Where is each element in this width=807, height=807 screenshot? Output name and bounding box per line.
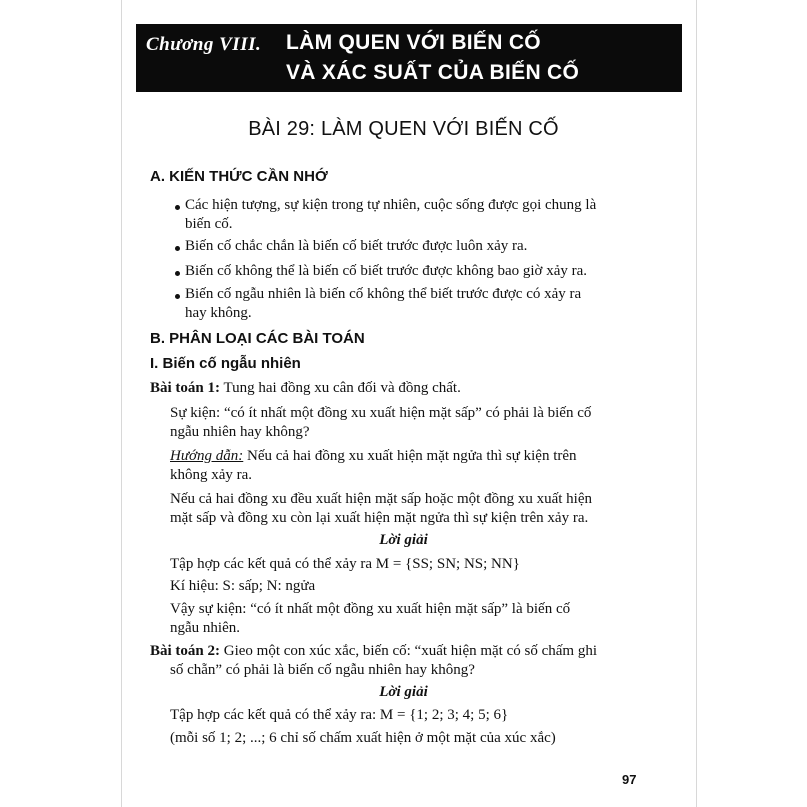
bullet-4-line2: hay không.	[185, 305, 252, 321]
problem-1-paragraph-line1: Nếu cả hai đồng xu đều xuất hiện mặt sấp hoặc một đồng xu xuất hiện	[170, 491, 592, 507]
problem-1-paragraph-line2: mặt sấp và đồng xu còn lại xuất hiện mặt ngửa thì sự kiện trên xảy ra.	[170, 510, 589, 526]
hint-label: Hướng dẫn:	[170, 448, 244, 464]
page-number: 97	[622, 772, 637, 787]
section-a-heading: A. KIẾN THỨC CẦN NHỚ	[150, 168, 328, 185]
solution-2-line2: (mỗi số 1; 2; ...; 6 chỉ số chấm xuất hiện ở một mặt của xúc xắc)	[170, 730, 556, 746]
chapter-label: Chương VIII.	[146, 34, 262, 55]
bullet-1-line1: Các hiện tượng, sự kiện trong tự nhiên, cuộc sống được gọi chung là	[185, 197, 597, 213]
problem-1-question-line2: ngẫu nhiên hay không?	[170, 424, 310, 440]
problem-1-question-line1: Sự kiện: “có ít nhất một đồng xu xuất hiện mặt sấp” có phải là biến cố	[170, 405, 592, 421]
solution-2-heading: Lời giải	[379, 684, 428, 700]
solution-1-line3: Vậy sự kiện: “có ít nhất một đồng xu xuất hiện mặt sấp” là biến cố	[170, 601, 571, 617]
bullet-1-line2: biến cố.	[185, 216, 233, 232]
solution-1-line2: Kí hiệu: S: sấp; N: ngửa	[170, 578, 316, 594]
problem-1-text: Tung hai đồng xu cân đối và đồng chất.	[223, 380, 461, 396]
bullet-icon	[175, 205, 180, 210]
section-b-heading: B. PHÂN LOẠI CÁC BÀI TOÁN	[150, 330, 365, 347]
problem-1-label: Bài toán 1:	[150, 380, 221, 396]
hint-line1: Nếu cả hai đồng xu xuất hiện mặt ngửa thì sự kiện trên	[247, 448, 577, 464]
problem-2-text-line2: số chẵn” có phải là biến cố ngẫu nhiên hay không?	[170, 662, 475, 678]
solution-1-heading: Lời giải	[379, 532, 428, 548]
bullet-2-line1: Biến cố chắc chắn là biến cố biết trước được luôn xảy ra.	[185, 238, 528, 254]
problem-2-text-line1: Gieo một con xúc xắc, biến cố: “xuất hiện mặt có số chấm ghi	[223, 643, 597, 659]
solution-1-line1: Tập hợp các kết quả có thể xảy ra M = {SS; SN; NS; NN}	[170, 556, 520, 572]
problem-2-label: Bài toán 2:	[150, 643, 221, 659]
bullet-4-line1: Biến cố ngẫu nhiên là biến cố không thể biết trước được có xảy ra	[185, 286, 582, 302]
solution-1-line4: ngẫu nhiên.	[170, 620, 240, 636]
problem-1-statement	[150, 377, 461, 399]
chapter-title-line1: LÀM QUEN VỚI BIẾN CỐ	[286, 31, 541, 54]
bullet-icon	[175, 246, 180, 251]
lesson-title: BÀI 29: LÀM QUEN VỚI BIẾN CỐ	[248, 118, 559, 140]
bullet-icon	[175, 271, 180, 276]
hint-line2: không xảy ra.	[170, 467, 253, 483]
chapter-banner	[136, 24, 682, 92]
solution-2-line1: Tập hợp các kết quả có thể xảy ra: M = {1; 2; 3; 4; 5; 6}	[170, 707, 509, 723]
subsection-1-heading: I. Biến cố ngẫu nhiên	[150, 355, 301, 372]
bullet-icon	[175, 294, 180, 299]
bullet-3-line1: Biến cố không thể là biến cố biết trước được không bao giờ xảy ra.	[185, 263, 588, 279]
chapter-title-line2: VÀ XÁC SUẤT CỦA BIẾN CỐ	[286, 61, 580, 84]
